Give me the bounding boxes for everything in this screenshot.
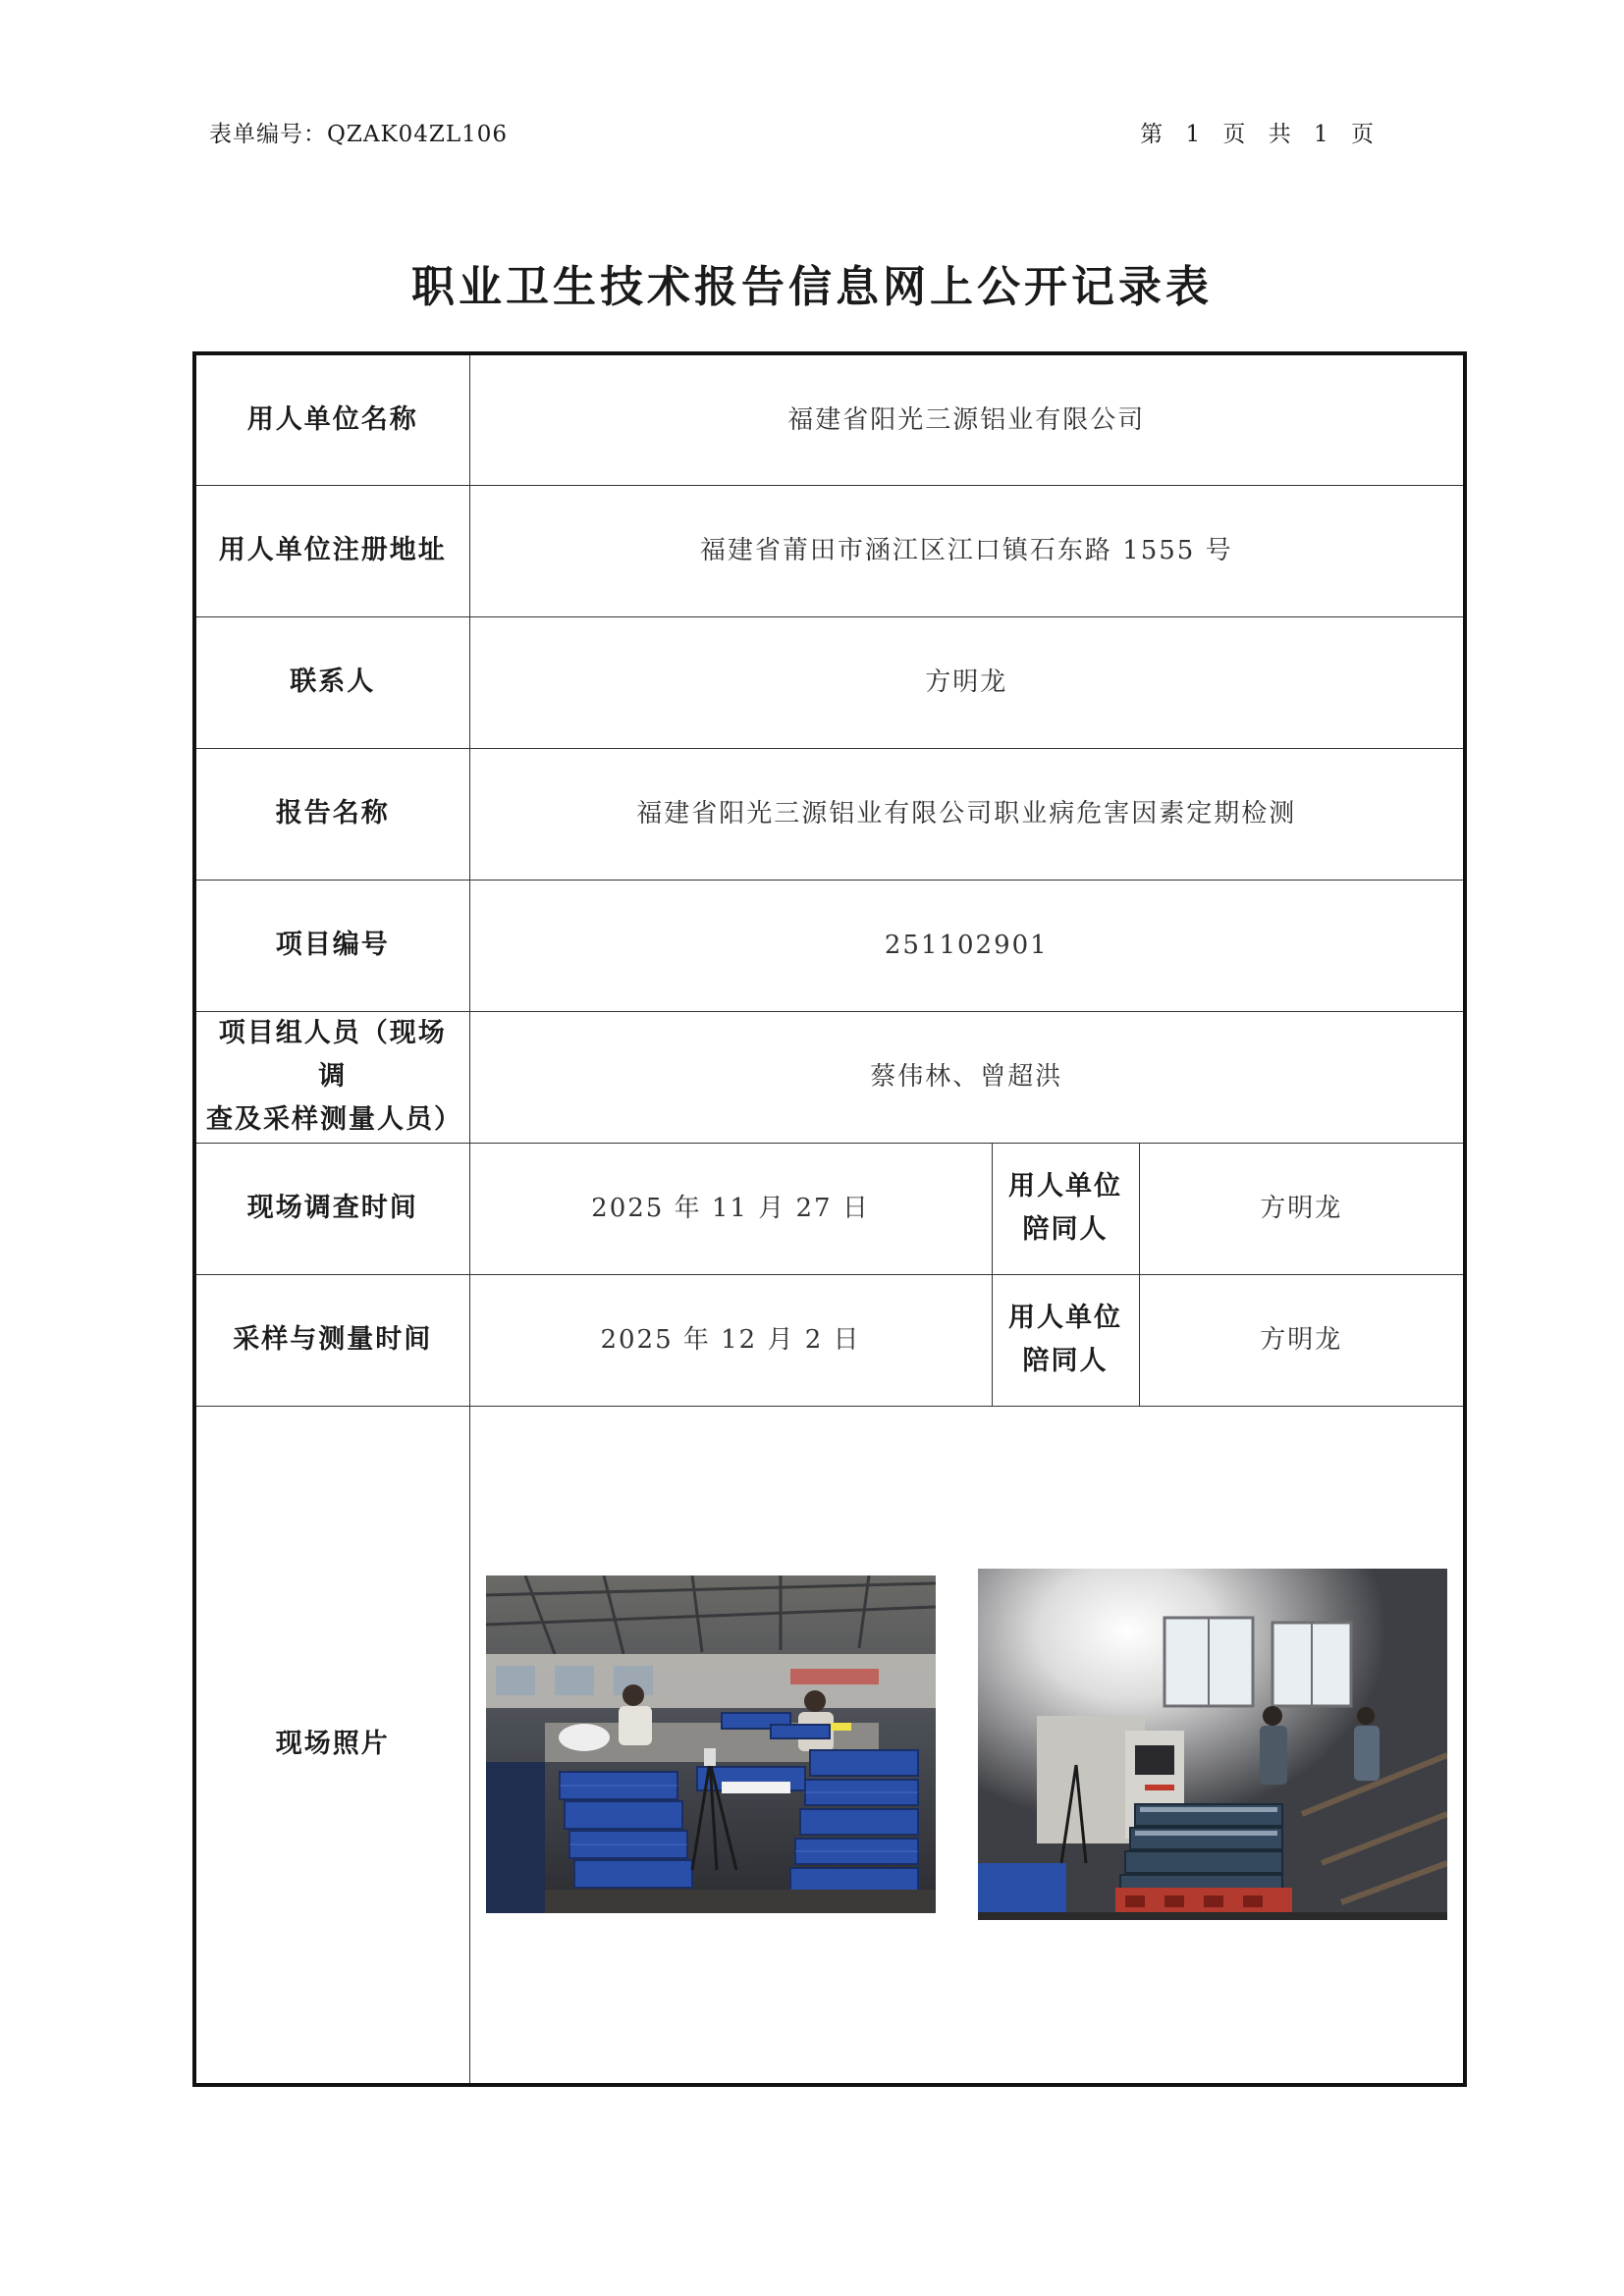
sampling-escort-label-line2: 陪同人 [1022, 1346, 1109, 1376]
row-report-name [194, 748, 1465, 880]
site-photo-2 [978, 1569, 1447, 1920]
sampling-escort-label-line1: 用人单位 [1008, 1303, 1122, 1333]
row-sampling-time [194, 1274, 1465, 1406]
site-photos-label: 现场照片 [194, 1406, 469, 2085]
contact-value: 方明龙 [469, 616, 1465, 748]
record-table [192, 351, 1467, 2087]
row-contact [194, 616, 1465, 748]
project-team-label [194, 1011, 469, 1143]
survey-escort-value: 方明龙 [1139, 1143, 1465, 1274]
row-address [194, 485, 1465, 616]
address-label: 用人单位注册地址 [194, 485, 469, 616]
sampling-escort-value: 方明龙 [1139, 1274, 1465, 1406]
survey-time-label: 现场调查时间 [194, 1143, 469, 1274]
sampling-escort-label [992, 1274, 1139, 1406]
survey-escort-label [992, 1143, 1139, 1274]
row-employer-name [194, 353, 1465, 485]
site-photos-cell [469, 1406, 1465, 2085]
row-site-photos [194, 1406, 1465, 2085]
report-name-label: 报告名称 [194, 748, 469, 880]
project-number-label: 项目编号 [194, 880, 469, 1011]
photo-container [480, 1569, 1454, 1920]
survey-escort-label-line2: 陪同人 [1022, 1214, 1109, 1245]
row-project-number [194, 880, 1465, 1011]
sampling-time-value: 2025 年 12 月 2 日 [469, 1274, 992, 1406]
project-team-value: 蔡伟林、曾超洪 [469, 1011, 1465, 1143]
contact-label: 联系人 [194, 616, 469, 748]
sampling-time-label: 采样与测量时间 [194, 1274, 469, 1406]
document-title: 职业卫生技术报告信息网上公开记录表 [411, 262, 1213, 312]
survey-time-value: 2025 年 11 月 27 日 [469, 1143, 992, 1274]
row-survey-time [194, 1143, 1465, 1274]
row-project-team [194, 1011, 1465, 1143]
form-number: 表单编号：QZAK04ZL106 [209, 122, 509, 147]
employer-name-value: 福建省阳光三源铝业有限公司 [469, 353, 1465, 485]
page-info: 第 1 页 共 1 页 [1140, 122, 1381, 147]
survey-escort-label-line1: 用人单位 [1008, 1171, 1122, 1201]
address-value: 福建省莆田市涵江区江口镇石东路 1555 号 [469, 485, 1465, 616]
report-name-value: 福建省阳光三源铝业有限公司职业病危害因素定期检测 [469, 748, 1465, 880]
employer-name-label: 用人单位名称 [194, 353, 469, 485]
project-number-value: 251102901 [469, 880, 1465, 1011]
project-team-label-line1: 项目组人员（现场调 [218, 1018, 447, 1092]
project-team-label-line2: 查及采样测量人员） [206, 1104, 462, 1135]
site-photo-1 [486, 1575, 936, 1913]
